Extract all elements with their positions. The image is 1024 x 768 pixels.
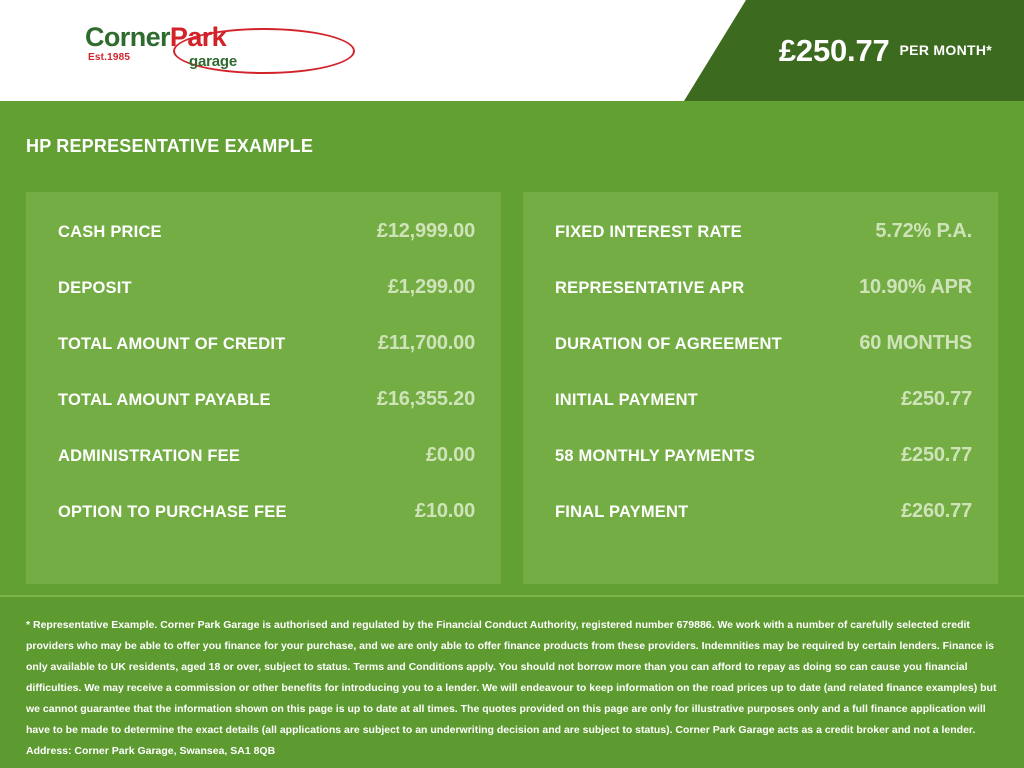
table-row (555, 276, 972, 332)
disclaimer-text: * Representative Example. Corner Park Garage is authorised and regulated by the Financial Conduct Authority, registered number 679886. We work with a number of carefully selected credit providers who may be able to offer you finance for your purchase, and we are only able to offer finance products from these providers. Indemnities may be required by certain lenders. Finance is only available to UK residents, aged 18 or over, subject to status. Terms and Conditions apply. You should not borrow more than you can afford to repay as doing so can cause you financial difficulties. We may receive a commission or other benefits for introducing you to a lender. We will endeavour to keep information on the road prices up to date (and related finance examples) but we cannot guarantee that the information shown on this page is up to date at all times. The quotes provided on this page are only for illustrative purposes only and a full finance application will have to be made to determine the exact details (all applications are subject to an underwriting decision and are subject to status). Corner Park Garage acts as a credit broker and not a lender. Address: Corner Park Garage, Swansea, SA1 8QB (26, 619, 997, 757)
table-row (555, 500, 972, 556)
row-label: REPRESENTATIVE APR (555, 279, 745, 297)
row-value: £11,700.00 (378, 332, 475, 354)
logo-established: Est.1985 (88, 52, 131, 63)
table-row (555, 220, 972, 276)
table-row (58, 500, 475, 556)
row-label: DEPOSIT (58, 279, 132, 297)
table-row (58, 444, 475, 500)
page-header (0, 0, 1024, 101)
row-label: DURATION OF AGREEMENT (555, 335, 782, 353)
logo-wordmark (85, 22, 226, 53)
page-title: HP REPRESENTATIVE EXAMPLE (26, 136, 314, 156)
row-label: FIXED INTEREST RATE (555, 223, 742, 241)
row-value: £16,355.20 (376, 388, 475, 410)
finance-panel-right (523, 192, 998, 584)
row-value: £250.77 (901, 444, 972, 466)
table-row (555, 332, 972, 388)
footer-disclaimer-area (0, 595, 1024, 768)
row-label: ADMINISTRATION FEE (58, 447, 241, 465)
row-value: £10.00 (415, 500, 475, 522)
row-label: FINAL PAYMENT (555, 503, 689, 521)
row-value: 5.72% P.A. (875, 220, 972, 242)
row-value: £260.77 (901, 500, 972, 522)
logo-word-corner: Corner (85, 22, 170, 52)
table-row (58, 388, 475, 444)
row-label: INITIAL PAYMENT (555, 391, 698, 409)
logo (85, 22, 355, 80)
row-value: £12,999.00 (376, 220, 475, 242)
row-label: CASH PRICE (58, 223, 162, 241)
monthly-price-value: £250.77 (778, 32, 890, 68)
logo-word-park: Park (169, 22, 227, 52)
monthly-price-block (779, 0, 992, 101)
row-value: £1,299.00 (387, 276, 475, 298)
logo-subword-garage: garage (189, 53, 237, 70)
row-value: £0.00 (425, 444, 475, 466)
row-label: TOTAL AMOUNT PAYABLE (58, 391, 271, 409)
table-row (555, 388, 972, 444)
row-value: 60 MONTHS (859, 332, 972, 354)
table-row (555, 444, 972, 500)
row-label: 58 MONTHLY PAYMENTS (555, 447, 756, 465)
monthly-price-suffix: PER MONTH* (899, 41, 992, 58)
row-value: £250.77 (901, 388, 972, 410)
table-row (58, 276, 475, 332)
row-label: TOTAL AMOUNT OF CREDIT (58, 335, 286, 353)
finance-panel-left (26, 192, 501, 584)
row-label: OPTION TO PURCHASE FEE (58, 503, 287, 521)
finance-details-panels (26, 192, 998, 584)
row-value: 10.90% APR (859, 276, 972, 298)
table-row (58, 220, 475, 276)
table-row (58, 332, 475, 388)
